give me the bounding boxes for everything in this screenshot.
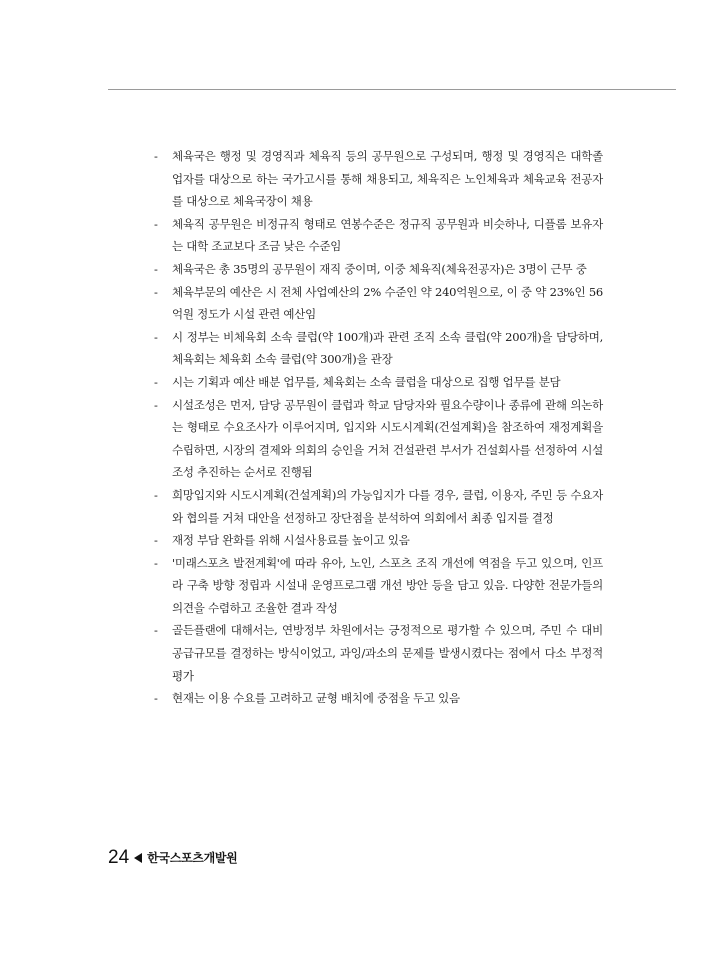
bullet-item (153, 145, 603, 213)
bullet-marker: - (154, 555, 158, 570)
bullet-marker: - (154, 623, 158, 638)
bullet-marker: - (154, 149, 158, 163)
bullet-text: 골든플랜에 대해서는, 연방정부 차원에서는 긍정적으로 평가할 수 있으며, 주민 수 대비 공급규모를 결정하는 방식이었고, 과잉/과소의 문제를 발생시켰다는 점에서 다소 부정적 평가 (172, 623, 603, 683)
bullet-text: 체육직 공무원은 비정규직 형태로 연봉수준은 정규직 공무원과 비슷하나, 디플롬 보유자는 대학 조교보다 조금 낮은 수준임 (172, 216, 603, 254)
bullet-text: 시설조성은 먼저, 담당 공무원이 클럽과 학교 담당자와 필요수량이나 종류에 관해 의논하는 형태로 수요조사가 이루어지며, 입지와 시도시계획(건설계획)을 참조하여 재정계획을 수립하면, 시장의 결제와 의회의 승인을 거쳐 건설관련 부서가 건설회사를 선정하여 시설 조성 추진하는 순서로 진행됨 (172, 397, 603, 480)
bullet-marker: - (154, 691, 158, 706)
page-number: 24 (108, 847, 130, 868)
bullet-item (153, 213, 603, 258)
bullet-text: 재정 부담 완화를 위해 시설사용료를 높이고 있음 (172, 533, 410, 548)
bullet-text: '미래스포츠 발전계획'에 따라 유아, 노인, 스포츠 조직 개선에 역점을 두고 있으며, 인프라 구축 방향 정립과 시설내 운영프로그램 개선 방안 등을 담고 있음. 다양한 전문가들의 의견을 수렴하고 조율한 결과 작성 (172, 555, 603, 615)
bullet-marker: - (154, 329, 158, 344)
bullet-text: 체육국은 총 35명의 공무원이 재직 중이며, 이중 체육직(체육전공자)은 3명이 근무 중 (172, 261, 587, 276)
bullet-text: 체육국은 행정 및 경영직과 체육직 등의 공무원으로 구성되며, 행정 및 경영직은 대학졸업자를 대상으로 하는 국가고시를 통해 채용되고, 체육직은 노인체육과 체육교육 전공자를 대상으로 체육국장이 채용 (172, 149, 603, 209)
organization-name: 한국스포츠개발원 (147, 851, 238, 865)
bullet-text: 희망입지와 시도시계획(건설계획)의 가능입지가 다를 경우, 클럽, 이용자, 주민 등 수요자와 협의를 거쳐 대안을 선정하고 장단점을 분석하여 의회에서 최종 입지를 결정 (172, 487, 603, 525)
bullet-item (153, 529, 603, 552)
header-rule (108, 89, 676, 90)
body-text (153, 145, 603, 710)
bullet-text: 시 정부는 비체육회 소속 클럽(약 100개)과 관련 조직 소속 클럽(약 200개)을 담당하며, 체육회는 체육회 소속 클럽(약 300개)을 관장 (172, 329, 603, 367)
bullet-item (153, 394, 603, 484)
bullet-marker: - (154, 487, 158, 502)
bullet-marker: - (154, 216, 158, 231)
triangle-left-icon (134, 853, 142, 863)
bullet-item (153, 258, 603, 281)
bullet-item (153, 371, 603, 394)
bullet-marker: - (154, 284, 158, 299)
bullet-marker: - (154, 397, 158, 412)
bullet-text: 현재는 이용 수요를 고려하고 균형 배치에 중점을 두고 있음 (172, 691, 460, 706)
bullet-item (153, 687, 603, 710)
bullet-item (153, 552, 603, 620)
bullet-item (153, 281, 603, 326)
page-footer (108, 843, 237, 873)
bullet-item (153, 619, 603, 687)
bullet-item (153, 326, 603, 371)
bullet-text: 시는 기획과 예산 배분 업무를, 체육회는 소속 클럽을 대상으로 집행 업무를 분담 (172, 374, 561, 389)
bullet-item (153, 484, 603, 529)
bullet-text: 체육부문의 예산은 시 전체 사업예산의 2% 수준인 약 240억원으로, 이 중 약 23%인 56억원 정도가 시설 관련 예산임 (172, 284, 603, 322)
bullet-marker: - (154, 533, 158, 548)
bullet-marker: - (154, 261, 158, 276)
bullet-marker: - (154, 374, 158, 389)
